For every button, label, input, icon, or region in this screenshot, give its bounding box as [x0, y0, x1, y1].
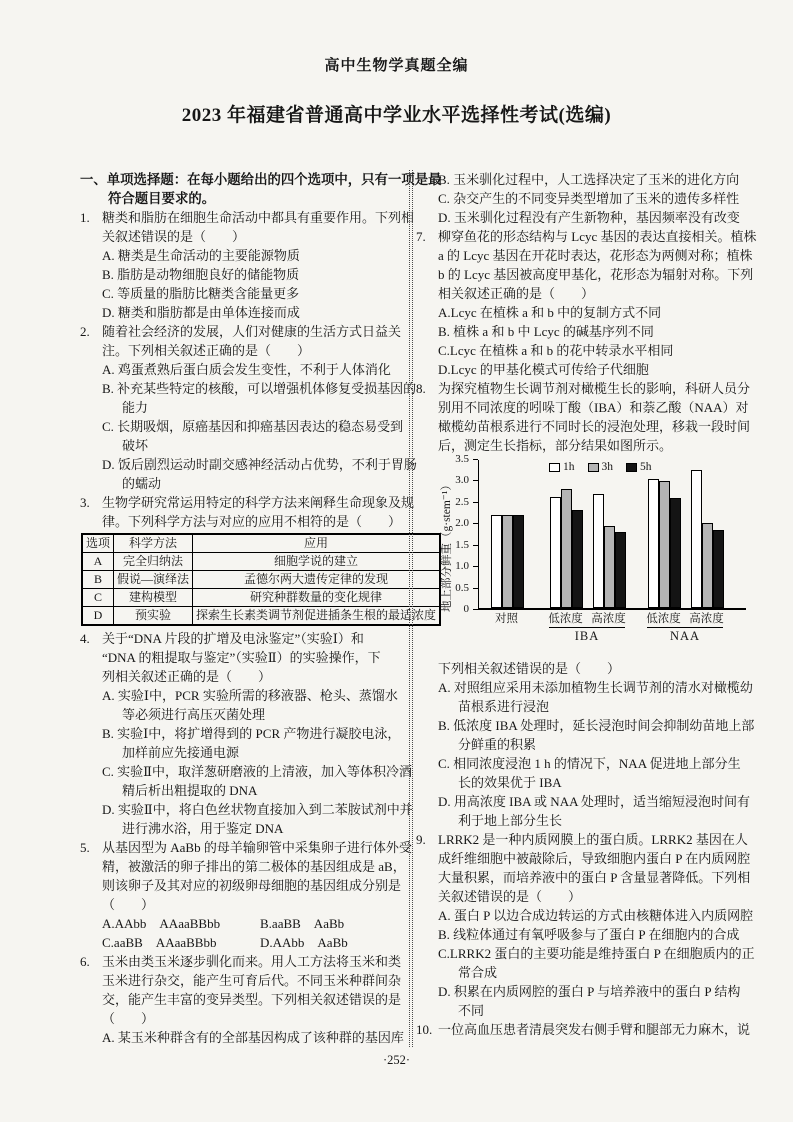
option-line: C.LRRK2 蛋白的主要功能是维持蛋白 P 在细胞质内的正 — [438, 946, 755, 961]
question-number: 9. — [416, 832, 426, 847]
question-text: 关于“DNA 片段的扩增及电泳鉴定”（实验Ⅰ）和 — [102, 631, 364, 646]
stem-continuation-line: 相关叙述正确的是（ ） — [438, 286, 595, 301]
x-supergroup — [490, 611, 523, 644]
bar — [572, 510, 583, 608]
stem-continuation-line: 下列相关叙述错误的是（ ） — [438, 661, 621, 676]
question-text: 一位高血压患者清晨突发右侧手臂和腿部无力麻木，说 — [438, 1022, 751, 1037]
table-row — [82, 589, 440, 607]
table-header-cell: 选项 — [82, 534, 114, 553]
question-number: 7. — [416, 229, 426, 244]
stem-continuation-line: 玉米进行杂交，能产生可育后代。不同玉米种群间杂 — [102, 973, 402, 988]
option-line: B. 线粒体通过有氧呼吸参与了蛋白 P 在细胞内的合成 — [438, 927, 740, 942]
option-continuation-line: 利于地上部分生长 — [458, 813, 563, 828]
x-axis-labels — [478, 611, 746, 644]
x-group-labels — [549, 611, 625, 628]
bar — [561, 489, 572, 608]
methods-table — [81, 533, 441, 626]
option-line: C. 杂交产生的不同变异类型增加了玉米的遗传多样性 — [438, 191, 740, 206]
option-continuation-line: 的蠕动 — [122, 476, 162, 491]
question-stem-line — [416, 227, 757, 246]
option-line: D. 用高浓度 IBA 或 NAA 处理时，适当缩短浸泡时间有 — [438, 794, 751, 809]
question-stem-line — [80, 322, 407, 341]
table-cell: 预实验 — [114, 607, 193, 626]
table-cell: 建构模型 — [114, 589, 193, 607]
booklet-title: 高中生物学真题全编 — [324, 58, 469, 74]
question-text: 糖类和脂肪在细胞生命活动中都具有重要作用。下列相 — [102, 210, 415, 225]
bar-group — [550, 489, 583, 608]
option-line: C. 相同浓度浸泡 1 h 的情况下，NAA 促进地上部分生 — [438, 756, 741, 771]
option-line: C.Lcyc 在植株 a 和 b 的花中转录水平相同 — [438, 343, 674, 358]
stem-continuation-line: 关叙述错误的是（ ） — [438, 889, 582, 904]
legend-label: 1h — [563, 461, 575, 473]
table-cell: 细胞学说的建立 — [193, 553, 441, 571]
question-number: 10. — [416, 1022, 433, 1037]
x-supergroup-label: IBA — [574, 629, 600, 643]
table-row — [82, 607, 440, 626]
question-stem-line — [80, 629, 407, 648]
x-group-labels — [490, 611, 523, 627]
exam-title: 2023 年福建省普通高中学业水平选择性考试(选编) — [181, 105, 612, 126]
y-tick-label: 1.0 — [455, 560, 469, 573]
stem-continuation-line: 交，能产生丰富的变异类型。下列相关叙述错误的是 — [102, 992, 402, 1007]
option-line: D. 饭后剧烈运动时副交感神经活动占优势，不利于胃肠 — [102, 457, 417, 472]
option-line: B. 玉米驯化过程中，人工选择决定了玉米的进化方向 — [438, 172, 740, 187]
option-line: B. 实验Ⅰ中，将扩增得到的 PCR 产物进行凝胶电泳， — [102, 726, 401, 741]
bar — [691, 470, 702, 608]
option-line: D. 积累在内质网腔的蛋白 P 与培养液中的蛋白 P 结构 — [438, 984, 741, 999]
table-header-row — [82, 534, 440, 553]
stem-continuation-line: 后，测定生长指标，部分结果如图所示。 — [438, 438, 673, 453]
stem-continuation-line: 注。下列相关叙述正确的是（ ） — [102, 343, 311, 358]
stem-continuation-line: 则该卵子及其对应的初级卵母细胞的基因组成分别是 — [102, 878, 402, 893]
question-number: 6. — [80, 954, 90, 969]
question-number: 8. — [416, 381, 426, 396]
bar — [491, 515, 502, 608]
question-stem-line — [416, 830, 750, 849]
y-axis-label-text: 地上部分鲜重（g·stem⁻¹） — [441, 479, 453, 612]
x-supergroup-label: NAA — [669, 629, 701, 643]
option-line: B. 补充某些特定的核酸，可以增强机体修复受损基因的 — [102, 381, 417, 396]
question-text: 生物学研究常运用特定的科学方法来阐释生命现象及规 — [102, 495, 415, 510]
y-tick-label: 3.0 — [455, 474, 469, 487]
option-continuation-line: 加样前应先接通电源 — [122, 745, 240, 760]
option-continuation-line: 能力 — [122, 400, 149, 415]
stem-continuation-line: （ ） — [102, 1011, 155, 1026]
option-continuation-line: 破坏 — [122, 438, 149, 453]
legend-swatch — [626, 463, 637, 472]
question-stem-line — [80, 493, 415, 512]
stem-continuation-line: b 的 Lcyc 基因被高度甲基化，花形态为辐射对称。下列 — [438, 267, 754, 282]
section-heading-line: 一、单项选择题：在每小题给出的四个选项中，只有一项是最 — [80, 172, 442, 187]
option-line: A. 实验Ⅰ中，PCR 实验所需的移液器、枪头、蒸馏水 — [102, 688, 398, 703]
bar-chart — [416, 453, 746, 656]
bar-group — [648, 479, 681, 608]
x-tick-label: 高浓度 — [689, 613, 724, 625]
question-stem-line — [80, 208, 415, 227]
option-line: A.Lcyc 在植株 a 和 b 中的复制方式不同 — [438, 305, 662, 320]
x-tick-label: 低浓度 — [646, 613, 681, 625]
question-stem-line — [416, 379, 750, 398]
page-number: ·252· — [382, 1053, 411, 1067]
y-tick-label: 0.5 — [455, 581, 469, 594]
two-column-body — [80, 170, 757, 1047]
y-axis-label — [424, 460, 453, 612]
question-text: 从基因型为 AaBb 的母羊输卵管中采集卵子进行体外受 — [102, 840, 412, 855]
stem-continuation-line: 关叙述错误的是（ ） — [102, 229, 246, 244]
y-tick-label: 0 — [463, 603, 469, 615]
x-tick-label: 高浓度 — [591, 613, 626, 625]
legend-label: 3h — [601, 461, 613, 473]
question-number: 2. — [80, 324, 90, 339]
bar — [502, 515, 513, 608]
option-line: A. 糖类是生命活动的主要能源物质 — [102, 248, 300, 263]
question-stem-line — [416, 1020, 750, 1039]
bar — [702, 523, 713, 608]
option-text: A.AAbb AAaaBBbb — [102, 916, 221, 931]
stem-continuation-line: 大量积累，而培养液中的蛋白 P 含量显著降低。下列相 — [438, 870, 751, 885]
bar-supergroup — [648, 470, 724, 608]
bar — [513, 515, 524, 608]
legend-item — [588, 461, 614, 473]
bar-group — [491, 515, 524, 608]
bar — [604, 526, 615, 608]
question-stem-line — [80, 838, 412, 857]
right-column — [416, 170, 757, 1047]
table-cell: 探索生长素类调节剂促进插条生根的最适浓度 — [193, 607, 441, 626]
table-row — [82, 571, 440, 589]
question-number: 3. — [80, 495, 90, 510]
option-line: B. 脂肪是动物细胞良好的储能物质 — [102, 267, 300, 282]
table-cell: 孟德尔两大遗传定律的发现 — [193, 571, 441, 589]
question-stem-line — [80, 952, 407, 971]
table-cell: A — [82, 553, 114, 571]
x-group-labels — [647, 611, 723, 628]
table-cell: 假说—演绎法 — [114, 571, 193, 589]
option-line: A. 蛋白 P 以边合成边转运的方式由核糖体进入内质网腔 — [438, 908, 754, 923]
chart-legend — [549, 461, 652, 473]
question-number: 1. — [80, 210, 90, 225]
section-heading-line: 符合题目要求的。 — [108, 191, 216, 206]
option-pair-line — [80, 933, 407, 952]
x-tick-label: 低浓度 — [548, 613, 583, 625]
stem-continuation-line: 成纤维细胞中被敲除后，导致细胞内蛋白 P 在内质网腔 — [438, 851, 751, 866]
option-line: C. 等质量的脂肪比糖类含能量更多 — [102, 286, 300, 301]
option-continuation-line: 进行沸水浴，用于鉴定 DNA — [122, 821, 284, 836]
y-tick-label: 3.5 — [455, 453, 469, 465]
stem-continuation-line: 律。下列科学方法与对应的应用不相符的是（ ） — [102, 514, 402, 529]
bar-group — [691, 470, 724, 608]
bar-supergroup — [491, 515, 524, 608]
stem-continuation-line: 别用不同浓度的吲哚丁酸（IBA）和萘乙酸（NAA）对 — [438, 400, 749, 415]
option-line: B. 低浓度 IBA 处理时，延长浸泡时间会抑制幼苗地上部 — [438, 718, 755, 733]
option-continuation-line: 常合成 — [458, 965, 498, 980]
option-line: D. 糖类和脂肪都是由单体连接而成 — [102, 305, 300, 320]
column-divider — [409, 170, 413, 1047]
legend-item — [549, 461, 575, 473]
stem-continuation-line: 橄榄幼苗根系进行不同时长的浸泡处理，移栽一段时间 — [438, 419, 751, 434]
option-line: A. 鸡蛋煮熟后蛋白质会发生变性，不利于人体消化 — [102, 362, 391, 377]
option-pair-line — [80, 914, 407, 933]
option-continuation-line: 苗根系进行浸泡 — [458, 699, 550, 714]
legend-swatch — [588, 463, 599, 472]
y-tick-label: 2.5 — [455, 495, 469, 508]
y-axis — [444, 453, 478, 615]
x-tick-label: 对照 — [495, 613, 518, 625]
stem-continuation-line: （ ） — [102, 897, 155, 912]
option-continuation-line: 分鲜重的积累 — [458, 737, 537, 752]
option-line: A. 某玉米种群含有的全部基因构成了该种群的基因库 — [102, 1030, 404, 1045]
stem-continuation-line: “DNA 的粗提取与鉴定”（实验Ⅱ）的实验操作，下 — [102, 650, 381, 665]
option-text: B.aaBB AaBb — [260, 916, 345, 931]
option-line: D.Lcyc 的甲基化模式可传给子代细胞 — [438, 362, 649, 377]
option-line: C. 实验Ⅱ中，取洋葱研磨液的上清液，加入等体积冷酒 — [102, 764, 413, 779]
bar-group — [593, 494, 626, 608]
bar — [593, 494, 604, 608]
bar — [713, 530, 724, 608]
option-text: D.AAbb AaBb — [260, 935, 348, 950]
stem-continuation-line: 精，被激活的卵子排出的第二极体的基因组成是 aB， — [102, 859, 406, 874]
bar — [659, 481, 670, 608]
question-text: 玉米由类玉米逐步驯化而来。用人工方法将玉米和类 — [102, 954, 402, 969]
option-line: D. 实验Ⅱ中，将白色丝状物直接加入到二苯胺试剂中并 — [102, 802, 413, 817]
bar — [615, 532, 626, 608]
plot-area — [478, 460, 746, 610]
question-number: 4. — [80, 631, 90, 646]
option-line: D. 玉米驯化过程没有产生新物种，基因频率没有改变 — [438, 210, 740, 225]
table-cell: D — [82, 607, 114, 626]
option-line: C. 长期吸烟，原癌基因和抑癌基因表达的稳态易受到 — [102, 419, 404, 434]
x-supergroup — [549, 611, 625, 644]
option-line: B. 植株 a 和 b 中 Lcyc 的碱基序列不同 — [438, 324, 654, 339]
question-text: 随着社会经济的发展，人们对健康的生活方式日益关 — [102, 324, 402, 339]
table-header-cell: 应用 — [193, 534, 441, 553]
question-text: 为探究植物生长调节剂对橄榄生长的影响，科研人员分 — [438, 381, 751, 396]
option-continuation-line: 等必须进行高压灭菌处理 — [122, 707, 266, 722]
option-line: A. 对照组应采用未添加植物生长调节剂的清水对橄榄幼 — [438, 680, 753, 695]
option-continuation-line: 长的效果优于 IBA — [458, 775, 562, 790]
table-cell: B — [82, 571, 114, 589]
bar — [648, 479, 659, 608]
y-tick-label: 1.5 — [455, 538, 469, 551]
x-supergroup — [647, 611, 723, 644]
table-row — [82, 553, 440, 571]
option-continuation-line: 不同 — [458, 1003, 485, 1018]
table-cell: 研究种群数量的变化规律 — [193, 589, 441, 607]
table-cell: C — [82, 589, 114, 607]
question-text: 柳穿鱼花的形态结构与 Lcyc 基因的表达直接相关。植株 — [438, 229, 757, 244]
bar-supergroup — [550, 489, 626, 608]
y-tick-label: 2.0 — [455, 517, 469, 530]
legend-item — [626, 461, 652, 473]
stem-continuation-line: a 的 Lcyc 基因在开花时表达，花形态为两侧对称；植株 — [438, 248, 753, 263]
bar — [550, 497, 561, 608]
legend-label: 5h — [640, 461, 652, 473]
stem-continuation-line: 列相关叙述正确的是（ ） — [102, 669, 272, 684]
table-cell: 完全归纳法 — [114, 553, 193, 571]
question-number: 5. — [80, 840, 90, 855]
question-text: LRRK2 是一种内质网膜上的蛋白质。LRRK2 基因在人 — [438, 832, 748, 847]
bar — [670, 498, 681, 608]
table-header-cell: 科学方法 — [114, 534, 193, 553]
option-text: C.aaBB AAaaBBbb — [102, 935, 217, 950]
legend-swatch — [549, 463, 560, 472]
option-continuation-line: 精后析出粗提取的 DNA — [122, 783, 258, 798]
